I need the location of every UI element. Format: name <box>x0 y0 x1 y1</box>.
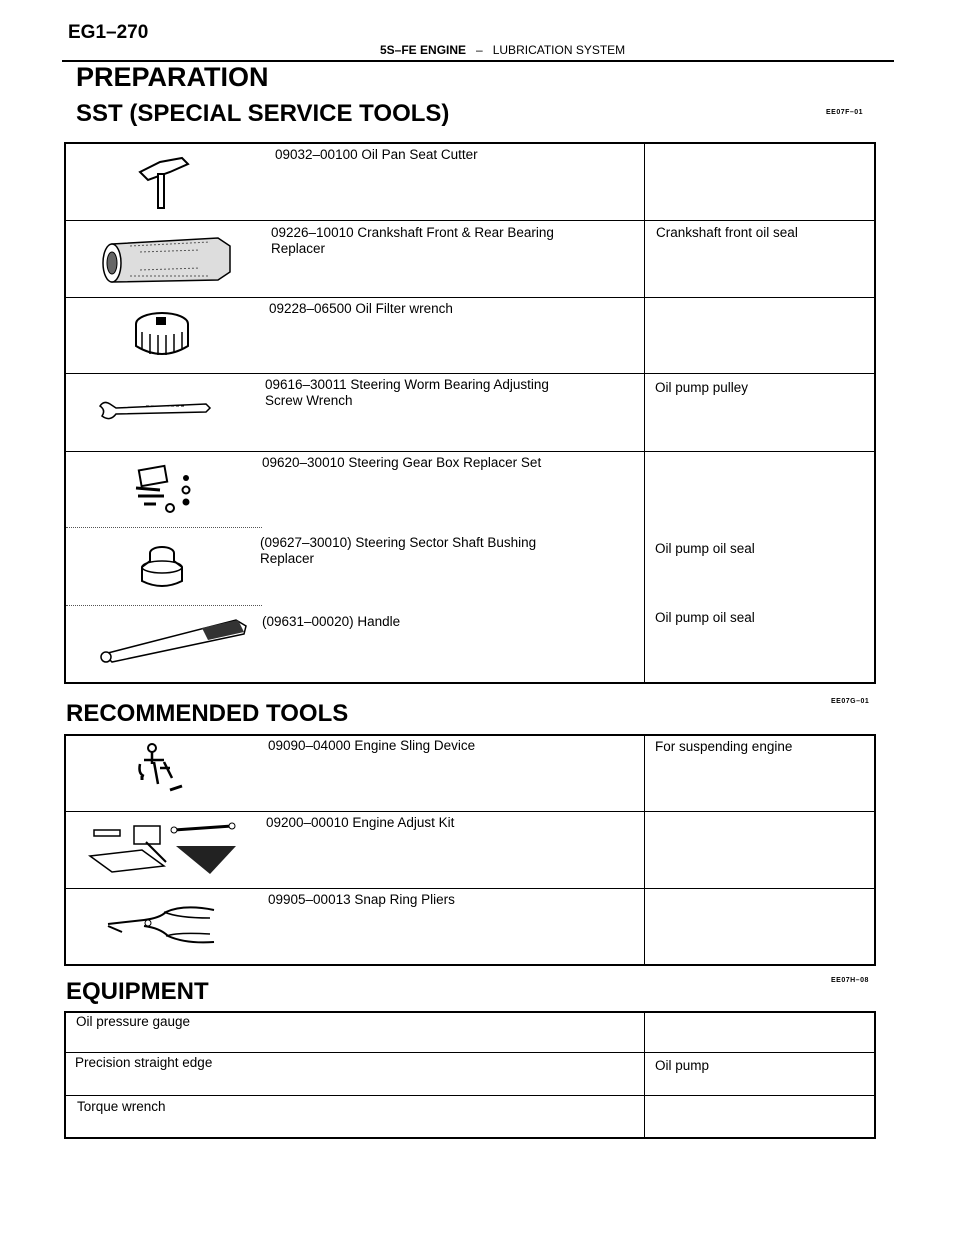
recommended-row-divider <box>64 888 876 889</box>
sst-row-divider <box>64 451 876 452</box>
header-engine: 5S–FE ENGINE <box>380 43 467 57</box>
sst-heading: SST (SPECIAL SERVICE TOOLS) <box>76 100 450 127</box>
handle-icon <box>96 614 256 662</box>
sst-tool-name: 09620–30010 Steering Gear Box Replacer Set <box>262 455 542 470</box>
running-header <box>380 43 625 57</box>
t-handle-cutter-icon <box>130 150 200 215</box>
sst-subrow-divider <box>66 605 262 606</box>
equipment-name: Torque wrench <box>77 1099 166 1114</box>
recommended-tool-name: 09200–00010 Engine Adjust Kit <box>266 815 455 830</box>
sst-figure-code: EE07F–01 <box>826 109 864 116</box>
recommended-tool-name: 09090–04000 Engine Sling Device <box>268 738 476 753</box>
recommended-heading: RECOMMENDED TOOLS <box>66 700 349 727</box>
sst-tool-note: Oil pump oil seal <box>655 610 755 625</box>
sst-subrow-divider <box>66 527 262 528</box>
equipment-row-divider <box>64 1052 876 1053</box>
recommended-column-divider <box>644 734 645 966</box>
sst-tool-note: Crankshaft front oil seal <box>656 225 798 240</box>
sst-tool-name: 09032–00100 Oil Pan Seat Cutter <box>275 147 478 162</box>
header-section: LUBRICATION SYSTEM <box>492 43 626 57</box>
screw-wrench-icon <box>96 398 214 422</box>
sst-tool-name: 09616–30011 Steering Worm Bearing Adjusting Screw Wrench <box>265 377 549 408</box>
oil-filter-wrench-icon <box>130 308 200 363</box>
recommended-tool-note: For suspending engine <box>655 739 793 754</box>
equipment-name: Precision straight edge <box>75 1055 213 1070</box>
engine-adjust-kit-icon <box>86 820 246 880</box>
sst-row-divider <box>64 220 876 221</box>
equipment-name: Oil pressure gauge <box>76 1014 191 1029</box>
snap-ring-pliers-icon <box>104 902 220 948</box>
sst-tool-note: Oil pump oil seal <box>655 541 755 556</box>
equipment-column-divider <box>644 1011 645 1139</box>
sst-tool-name: 09228–06500 Oil Filter wrench <box>269 301 453 316</box>
sst-row-divider <box>64 373 876 374</box>
sst-tool-name: (09627–30010) Steering Sector Shaft Bushing Replacer <box>260 535 537 566</box>
equipment-figure-code: EE07H–08 <box>831 977 869 984</box>
bearing-replacer-icon <box>100 232 240 287</box>
engine-sling-icon <box>130 740 190 800</box>
equipment-heading: EQUIPMENT <box>66 978 209 1005</box>
recommended-row-divider <box>64 811 876 812</box>
replacer-set-icon <box>130 462 200 518</box>
sst-tool-name: 09226–10010 Crankshaft Front & Rear Bearing Replacer <box>271 225 554 256</box>
recommended-tool-name: 09905–00013 Snap Ring Pliers <box>268 892 455 907</box>
equipment-table <box>64 1011 876 1139</box>
sst-row-divider <box>64 297 876 298</box>
bushing-replacer-icon <box>138 543 188 591</box>
sst-tool-note: Oil pump pulley <box>655 380 749 395</box>
page-number: EG1–270 <box>68 22 149 43</box>
page-title: PREPARATION <box>76 62 269 92</box>
sst-tool-name: (09631–00020) Handle <box>262 614 401 629</box>
equipment-note: Oil pump <box>655 1058 710 1073</box>
sst-column-divider <box>644 142 645 684</box>
header-separator: – <box>476 43 483 57</box>
recommended-figure-code: EE07G–01 <box>831 698 870 705</box>
equipment-row-divider <box>64 1095 876 1096</box>
